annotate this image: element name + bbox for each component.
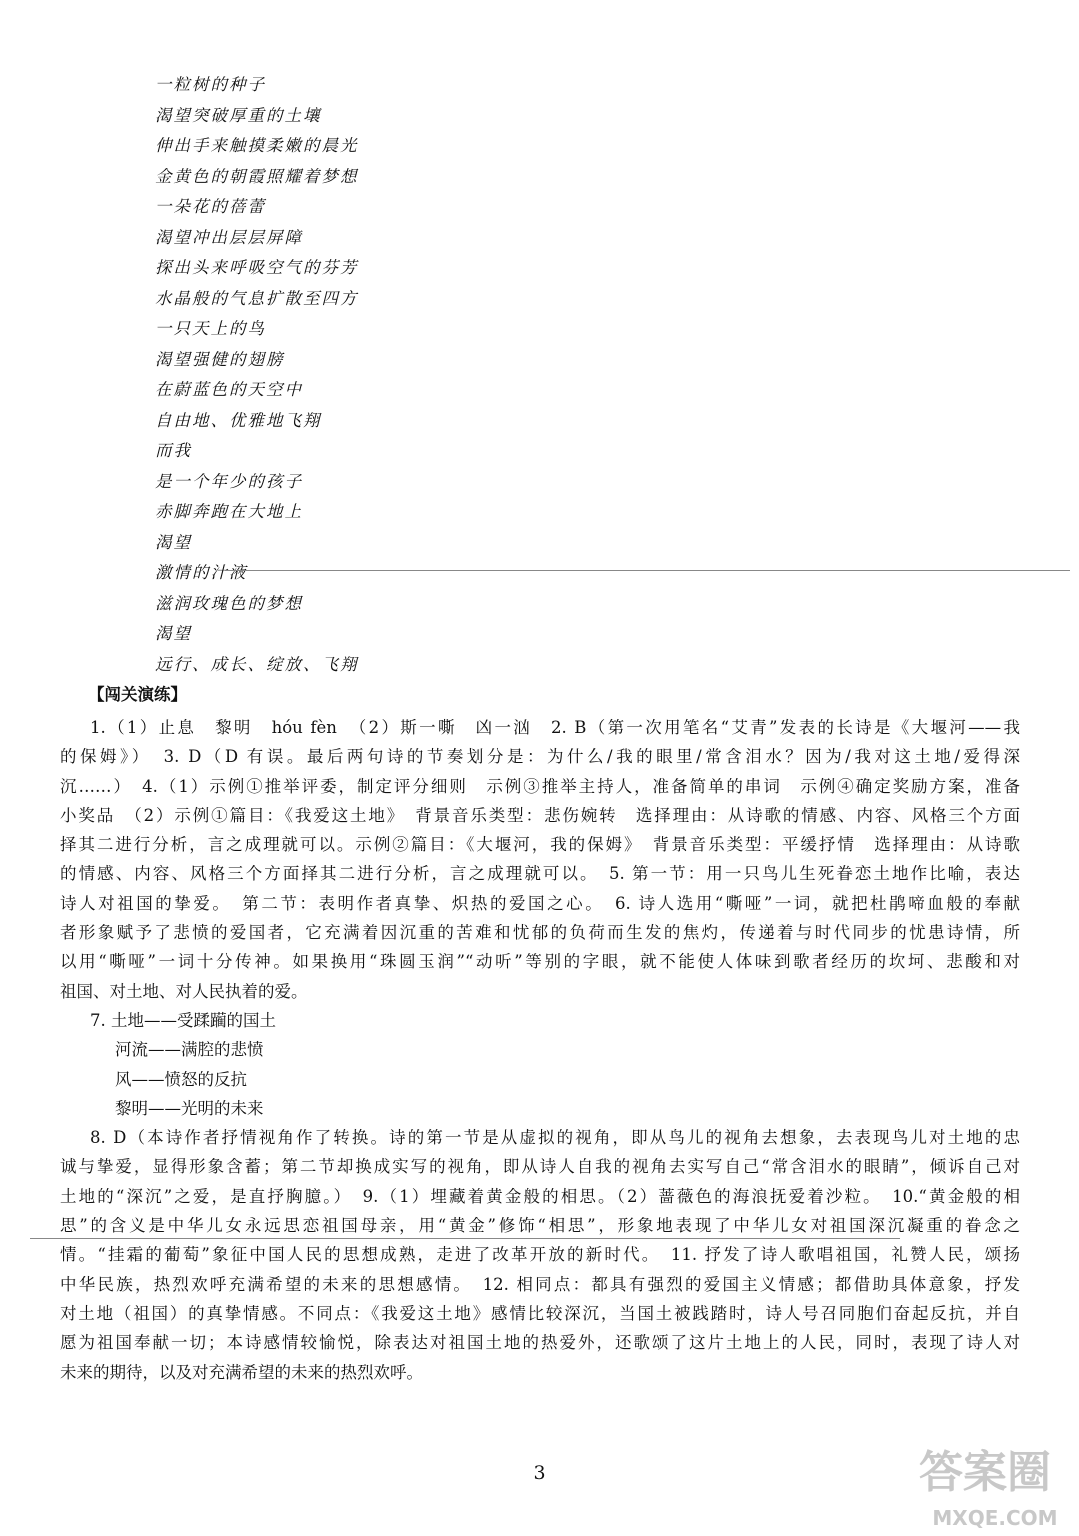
- answer-line: 中华民族，热烈欢呼充满希望的未来的思想感情。 12. 相同点：都具有强烈的爱国主义情感；都借助具体意象，抒发: [60, 1274, 1020, 1294]
- answer-line: 8. D（本诗作者抒情视角作了转换。诗的第一节是从虚拟的视角，即从鸟儿的视角去想象，去表现鸟儿对土地的忠: [90, 1128, 1020, 1148]
- answer-line: 诚与挚爱，显得形象含蓄；第二节却换成实写的视角，即从诗人自我的视角去实写自己“常含泪水的眼睛”，倾诉自己对: [60, 1157, 1020, 1177]
- poem-line: 渴望: [155, 624, 192, 643]
- answer-line: 黎明——光明的未来: [115, 1098, 264, 1118]
- answer-line: 择其二进行分析，言之成理就可以。示例②篇目：《大堰河，我的保姆》 背景音乐类型：平缓抒情 选择理由：从诗歌: [60, 835, 1020, 855]
- poem-line: 一朵花的蓓蕾: [155, 197, 266, 216]
- answer-line: 沉……） 4.（1）示例①推举评委，制定评分细则 示例③推举主持人，准备简单的串词 示例④确定奖励方案，准备: [60, 776, 1020, 796]
- answer-line: 未来的期待，以及对充满希望的未来的热烈欢呼。: [60, 1362, 423, 1382]
- answer-line: 1.（1）止息 黎明 hóu fèn （2）斯一嘶 凶一汹 2. B（第一次用笔名“艾青”发表的长诗是《大堰河——我: [90, 718, 1020, 737]
- poem-line: 在蔚蓝色的天空中: [155, 380, 303, 399]
- answer-line: 小奖品 （2）示例①篇目：《我爱这土地》 背景音乐类型：悲伤婉转 选择理由：从诗歌的情感、内容、风格三个方面: [60, 805, 1020, 825]
- poem-line: 而我: [155, 441, 192, 460]
- answer-line: 愿为祖国奉献一切；本诗感情较愉悦，除表达对祖国土地的热爱外，还歌颂了这片土地上的人民，同时，表现了诗人对: [60, 1333, 1020, 1353]
- answer-line: 祖国、对土地、对人民执着的爱。: [60, 981, 308, 1001]
- poem-line: 滋润玫瑰色的梦想: [155, 593, 303, 613]
- poem-line: 是一个年少的孩子: [155, 471, 303, 491]
- poem: [155, 70, 359, 680]
- answer-line: 土地的“深沉”之爱，是直抒胸臆。） 9.（1）埋藏着黄金般的相思。（2）蔷薇色的海浪抚爱着沙粒。 10.“黄金般的相: [60, 1186, 1020, 1206]
- poem-line: 渴望突破厚重的土壤: [155, 105, 322, 125]
- poem-line: 赤脚奔跑在大地上: [155, 502, 303, 521]
- scan-rule-line: [225, 570, 1070, 571]
- poem-line: 伸出手来触摸柔嫩的晨光: [155, 136, 359, 155]
- watermark-logo: [895, 1432, 1075, 1532]
- answer-line: 风——愤怒的反抗: [115, 1069, 247, 1089]
- answer-line: 的情感、内容、风格三个方面择其二进行分析，言之成理就可以。 5. 第一节：用一只鸟儿生死眷恋土地作比喻，表达: [60, 864, 1020, 884]
- answer-line: 7. 土地——受蹂躏的国土: [90, 1010, 276, 1030]
- poem-line: 渴望冲出层层屏障: [155, 227, 303, 247]
- page-number: 3: [533, 1462, 546, 1484]
- poem-line: 远行、成长、绽放、飞翔: [155, 654, 359, 674]
- poem-line: 自由地、优雅地飞翔: [155, 410, 322, 430]
- poem-line: 一只天上的鸟: [155, 319, 266, 338]
- answer-line: 情。“挂霜的葡萄”象征中国人民的思想成熟，走进了改革开放的新时代。 11. 抒发了诗人歌唱祖国，礼赞人民，颂扬: [60, 1245, 1020, 1265]
- answer-line: 对土地（祖国）的真挚情感。不同点：《我爱这土地》感情比较深沉，当国土被践踏时，诗人号召同胞们奋起反抗，并自: [60, 1303, 1020, 1323]
- answer-line: 思”的含义是中华儿女永远思恋祖国母亲，用“黄金”修饰“相思”，形象地表现了中华儿女对祖国深沉凝重的眷念之: [60, 1216, 1020, 1236]
- watermark-text: 答案圈: [919, 1447, 1051, 1498]
- poem-line: 渴望强健的翅膀: [155, 349, 285, 369]
- poem-line: 一粒树的种子: [155, 75, 266, 94]
- answer-line: 者形象赋予了悲愤的爱国者，它充满着因沉重的苦难和忧郁的负荷而生发的焦灼，传递着与时代同步的忧患诗情，所: [60, 923, 1020, 943]
- poem-line: 激情的汁液: [155, 563, 248, 582]
- answer-section: [60, 713, 1020, 1387]
- poem-line: 渴望: [155, 532, 192, 552]
- answer-line: 诗人对祖国的挚爱。 第二节：表明作者真挚、炽热的爱国之心。 6. 诗人选用“嘶哑”一词，就把杜鹃啼血般的奉献: [60, 893, 1020, 913]
- poem-line: 金黄色的朝霞照耀着梦想: [155, 166, 359, 186]
- poem-line: 探出头来呼吸空气的芬芳: [155, 258, 359, 277]
- watermark-url: MXQE.COM: [932, 1506, 1058, 1530]
- section-heading: 【闯关演练】: [88, 685, 187, 704]
- scan-rule-line: [30, 1238, 900, 1239]
- answer-line: 的保姆》） 3. D（D 有误。最后两句诗的节奏划分是：为什么/我的眼里/常含泪水？因为/我对这土地/爱得深: [60, 747, 1020, 767]
- answer-line: 以用“嘶哑”一词十分传神。如果换用“珠圆玉润”“动听”等别的字眼，就不能使人体味到歌者经历的坎坷、悲酸和对: [60, 952, 1020, 972]
- answer-line: 河流——满腔的悲愤: [115, 1040, 264, 1060]
- poem-line: 水晶般的气息扩散至四方: [155, 288, 359, 308]
